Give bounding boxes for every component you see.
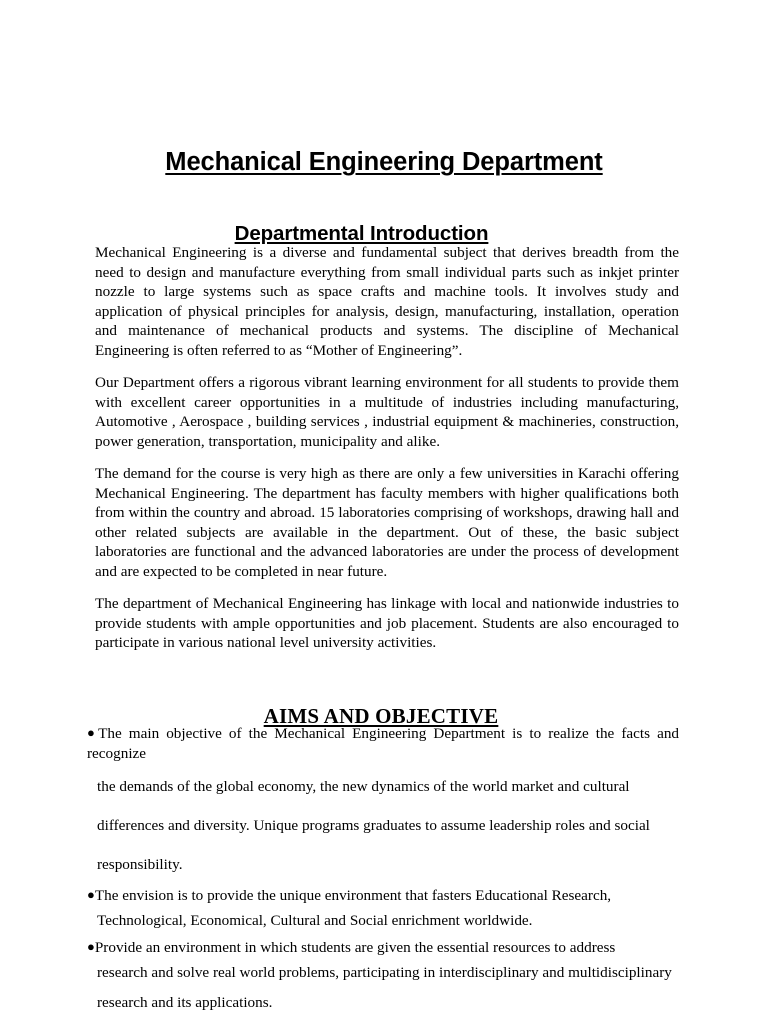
bullet-continuation-line: research and solve real world problems, participating in interdisciplinary and multidisciplinary bbox=[97, 963, 672, 981]
bullet-text: Provide an environment in which students are given the essential resources to address bbox=[94, 939, 616, 957]
section-heading-departmental-introduction: Departmental Introduction bbox=[234, 222, 489, 245]
bullet-head-line bbox=[87, 723, 679, 763]
bullet-text: The main objective of the Mechanical Engineering Department is to realize the facts and recognize bbox=[87, 725, 680, 762]
intro-paragraph-4: The department of Mechanical Engineering has linkage with local and nationwide industries to provide students with ample opportunities and job placement. Students are also encouraged to participate in various national level university activities. bbox=[95, 595, 679, 652]
bullet-continuation-line: the demands of the global economy, the new dynamics of the world market and cultural bbox=[97, 778, 630, 796]
introduction-body bbox=[95, 243, 679, 653]
intro-paragraph-2: Our Department offers a rigorous vibrant learning environment for all students to provide them with excellent career opportunities in a multitude of industries including manufacturing, Automotive , Aerospace , building services , industrial equipment & machineries, construction, power generation, transportation, municipality and alike. bbox=[95, 374, 679, 450]
aims-bullet-list bbox=[87, 723, 679, 1018]
bullet-continuation-line: differences and diversity. Unique programs graduates to assume leadership roles and social bbox=[97, 817, 650, 835]
bullet-head-line bbox=[87, 885, 679, 906]
bullet-continuation-line: responsibility. bbox=[97, 856, 183, 874]
bullet-point-icon: ● bbox=[87, 725, 99, 740]
bullet-point-icon: ● bbox=[87, 939, 95, 955]
list-item bbox=[87, 885, 679, 935]
bullet-continuation-line: Technological, Economical, Cultural and Social enrichment worldwide. bbox=[97, 911, 533, 929]
bullet-point-icon: ● bbox=[87, 887, 95, 903]
bullet-continuation-line: research and its applications. bbox=[97, 993, 273, 1011]
list-item bbox=[87, 937, 679, 1018]
intro-paragraph-1: Mechanical Engineering is a diverse and fundamental subject that derives breadth from the need to design and manufacture everything from small individual parts such as inkjet printer nozzle to large systems such as space crafts and machine tools. It involves study and application of physical principles for analysis, design, manufacturing, installation, operation and maintenance of mechanical products and systems. The discipline of Mechanical Engineering is often referred to as “Mother of Engineering”. bbox=[95, 244, 679, 359]
bullet-head-line bbox=[87, 937, 679, 958]
bullet-text: The envision is to provide the unique environment that fasters Educational Research, bbox=[94, 887, 612, 905]
intro-paragraph-3: The demand for the course is very high as there are only a few universities in Karachi offering Mechanical Engineering. The department has faculty members with higher qualifications both from within the country and abroad. 15 laboratories comprising of workshops, drawing hall and other related subjects are available in the department. Out of these, the basic subject laboratories are functional and the advanced laboratories are under the process of development and are expected to be completed in near future. bbox=[95, 464, 679, 580]
list-item bbox=[87, 723, 679, 880]
page-title: Mechanical Engineering Department bbox=[165, 148, 603, 177]
section-heading-aims-and-objective: AIMS AND OBJECTIVE bbox=[263, 704, 499, 729]
